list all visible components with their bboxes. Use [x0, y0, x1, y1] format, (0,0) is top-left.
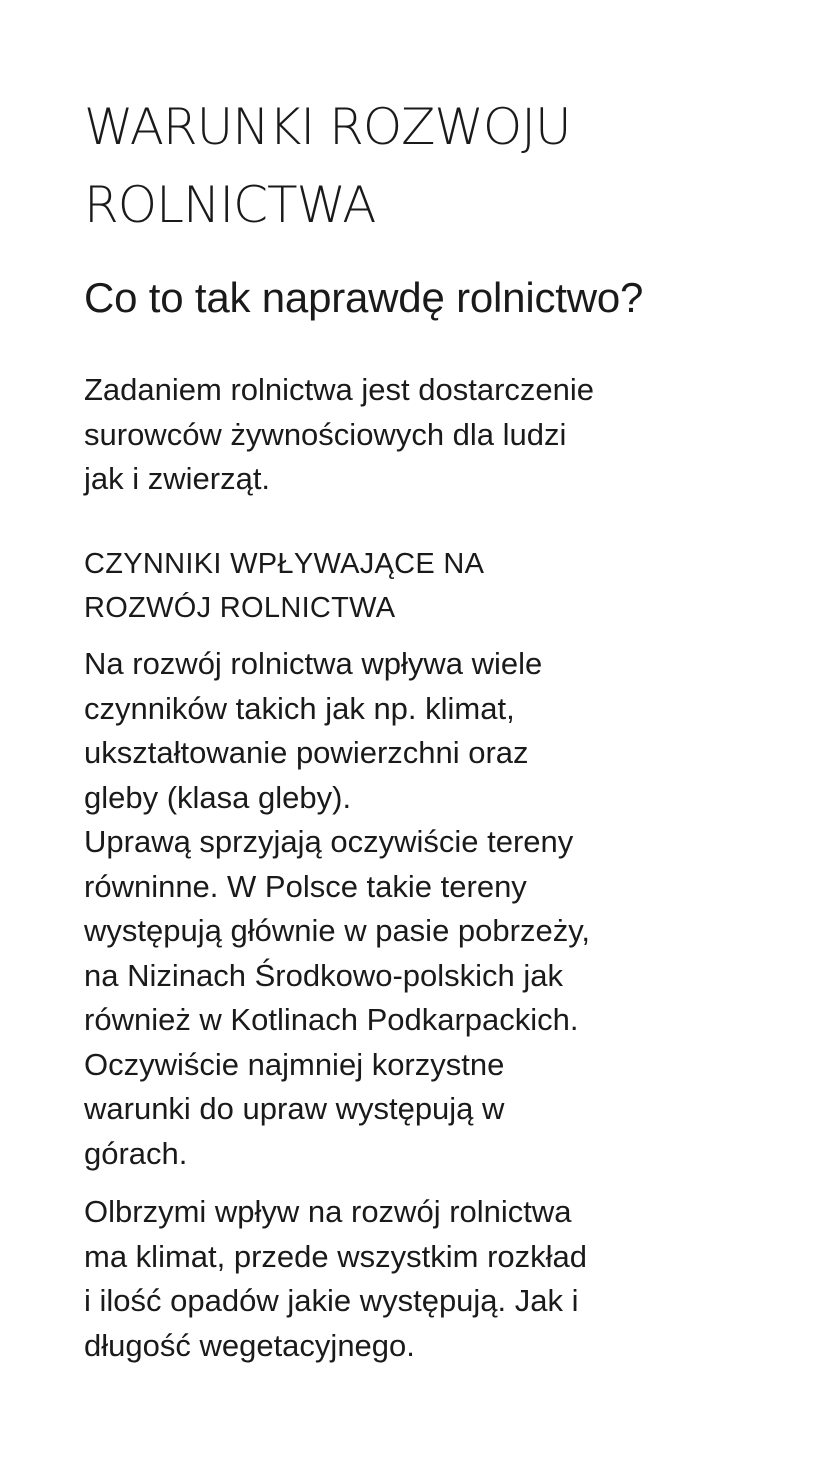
intro-paragraph: Zadaniem rolnictwa jest dostarczenie surowców żywnościowych dla ludzi jak i zwierząt.: [84, 372, 595, 496]
section-paragraph: Na rozwój rolnictwa wpływa wiele czynników takich jak np. klimat, ukształtowanie powierzchni oraz gleby (klasa gleby). Uprawą sprzyjają oczywiście tereny równinne. W Polsce takie tereny występują głównie w pasie pobrzeży, na Nizinach Środkowo-polskich jak również w Kotlinach Podkarpackich. Oczywiście najmniej korzystne warunki do upraw występują w górach.: [84, 646, 591, 1171]
page-subtitle: Co to tak naprawdę rolnictwo?: [84, 274, 644, 321]
page-title: WARUNKI ROZWOJU ROLNICTWA: [84, 98, 571, 234]
closing-paragraph: Olbrzymi wpływ na rozwój rolnictwa ma klimat, przede wszystkim rozkład i ilość opadów jakie występują. Jak i długość wegetacyjnego.: [84, 1194, 588, 1363]
section-heading: CZYNNIKI WPŁYWAJĄCE NA ROZWÓJ ROLNICTWA: [84, 548, 485, 624]
